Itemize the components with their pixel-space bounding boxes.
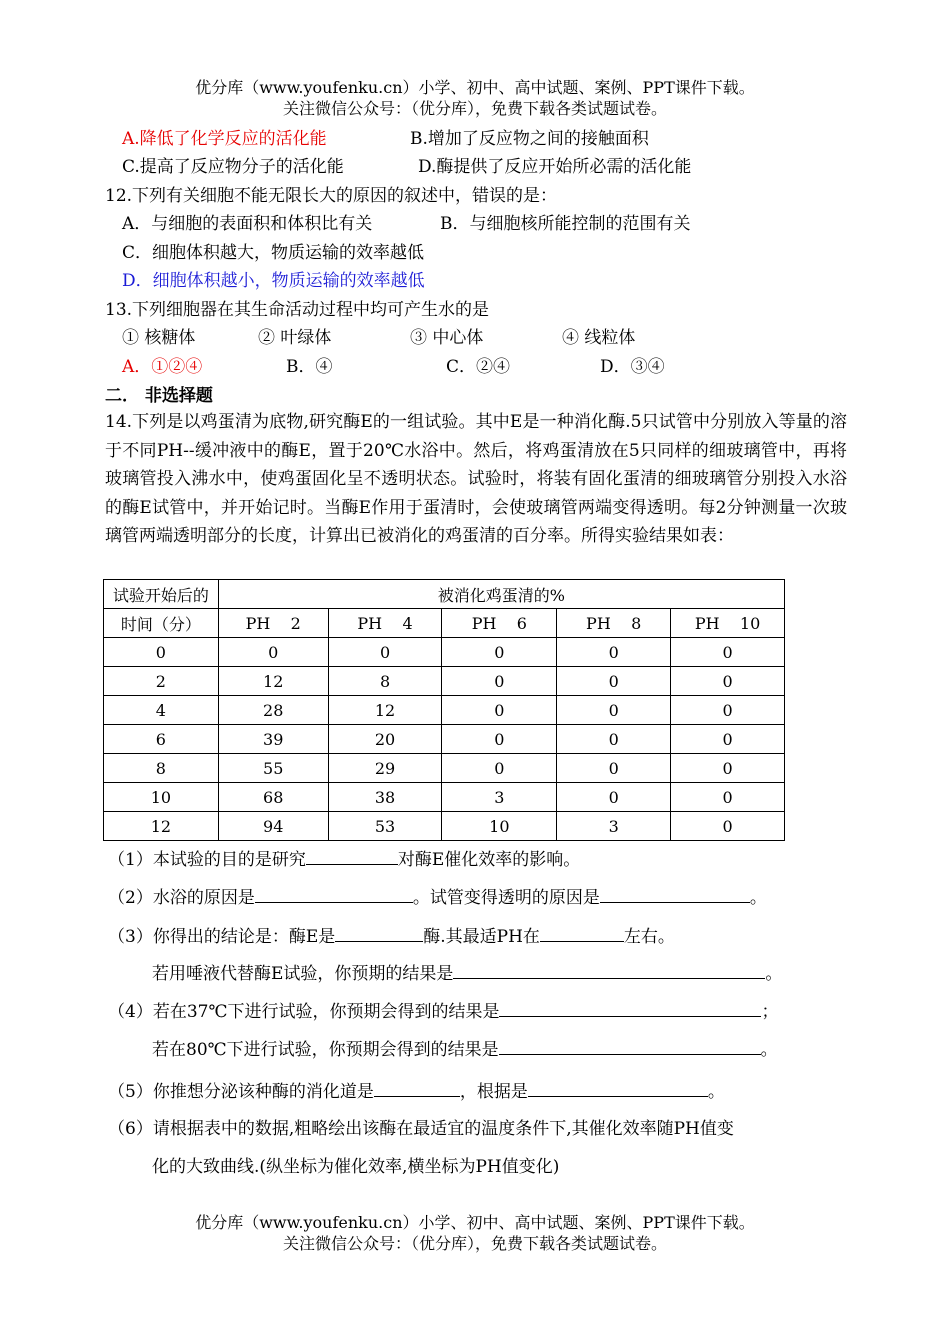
table-cell: 55 bbox=[218, 754, 328, 783]
table-cell: 0 bbox=[557, 754, 671, 783]
ph-header: PH 4 bbox=[328, 609, 442, 638]
table-cell: 38 bbox=[328, 783, 442, 812]
table-row bbox=[104, 812, 785, 841]
table-row bbox=[104, 754, 785, 783]
table-cell: 0 bbox=[218, 638, 328, 667]
subq-3-text-c: 左右。 bbox=[623, 927, 675, 947]
table-cell: 12 bbox=[104, 812, 219, 841]
ph-header: PH 10 bbox=[671, 609, 785, 638]
q12-option-c: C．细胞体积越大，物质运输的效率越低 bbox=[122, 243, 425, 263]
q13-item-1: ① 核糖体 bbox=[122, 328, 196, 348]
subq-2 bbox=[108, 886, 767, 909]
table-cell: 28 bbox=[218, 696, 328, 725]
subq-3-saliva bbox=[152, 962, 782, 985]
subq-1-text-b: 对酶E催化效率的影响。 bbox=[397, 850, 581, 870]
footer-line-2: 关注微信公众号：（优分库），免费下载各类试题试卷。 bbox=[282, 1234, 667, 1253]
subq-3 bbox=[108, 925, 675, 948]
answer-blank bbox=[499, 1038, 761, 1055]
table-cell: 0 bbox=[442, 638, 557, 667]
table-cell: 12 bbox=[328, 696, 442, 725]
header-line-2: 关注微信公众号：（优分库），免费下载各类试题试卷。 bbox=[282, 99, 667, 118]
q12-stem: 12.下列有关细胞不能无限长大的原因的叙述中，错误的是： bbox=[105, 186, 558, 206]
q11-option-d: D.酶提供了反应开始所必需的活化能 bbox=[418, 157, 692, 177]
subq-4-80c bbox=[152, 1038, 778, 1061]
results-table bbox=[103, 579, 785, 841]
ph-header: PH 6 bbox=[442, 609, 557, 638]
table-cell: 20 bbox=[328, 725, 442, 754]
ph-header: PH 8 bbox=[557, 609, 671, 638]
subq-5-text-b: ，根据是 bbox=[459, 1082, 528, 1102]
q13-item-2: ② 叶绿体 bbox=[258, 328, 332, 348]
table-cell: 4 bbox=[104, 696, 219, 725]
footer-line-1: 优分库（www.youfenku.cn）小学、初中、高中试题、案例、PPT课件下载。 bbox=[195, 1213, 755, 1232]
table-subheader-row bbox=[104, 609, 785, 638]
table-cell: 6 bbox=[104, 725, 219, 754]
table-row bbox=[104, 725, 785, 754]
q11-option-b: B.增加了反应物之间的接触面积 bbox=[410, 129, 649, 149]
table-cell: 0 bbox=[671, 667, 785, 696]
subq-4-text-b: ； bbox=[761, 1002, 779, 1022]
ph-header: PH 2 bbox=[218, 609, 328, 638]
table-cell: 39 bbox=[218, 725, 328, 754]
table-cell: 2 bbox=[104, 667, 219, 696]
answer-blank bbox=[600, 886, 750, 903]
q13-option-a: A．①②④ bbox=[122, 357, 203, 377]
group-header: 被消化鸡蛋清的% bbox=[218, 580, 784, 609]
answer-blank bbox=[528, 1080, 708, 1097]
table-row bbox=[104, 667, 785, 696]
subq-5-text-a: （5）你推想分泌该种酶的消化道是 bbox=[108, 1082, 374, 1102]
q11-option-c: C.提高了反应物分子的活化能 bbox=[122, 157, 344, 177]
q12-option-b: B．与细胞核所能控制的范围有关 bbox=[440, 214, 691, 234]
q12-option-d: D．细胞体积越小，物质运输的效率越低 bbox=[122, 271, 425, 291]
table-cell: 0 bbox=[557, 667, 671, 696]
answer-blank bbox=[374, 1080, 460, 1097]
subq-4 bbox=[108, 1000, 778, 1023]
q11-option-a: A.降低了化学反应的活化能 bbox=[122, 129, 327, 149]
table-cell: 0 bbox=[328, 638, 442, 667]
section-title: 二． 非选择题 bbox=[105, 386, 213, 406]
table-row bbox=[104, 783, 785, 812]
table-cell: 10 bbox=[442, 812, 557, 841]
table-cell: 0 bbox=[671, 638, 785, 667]
table-cell: 0 bbox=[671, 783, 785, 812]
table-cell: 0 bbox=[442, 696, 557, 725]
subq-2-text-b: 。试管变得透明的原因是 bbox=[412, 888, 600, 908]
subq-4-text-c: 若在80℃下进行试验，你预期会得到的结果是 bbox=[152, 1040, 499, 1060]
subq-3-text-d: 若用唾液代替酶E试验，你预期的结果是 bbox=[152, 964, 454, 984]
subq-3-text-a: （3）你得出的结论是：酶E是 bbox=[108, 927, 336, 947]
table-cell: 0 bbox=[671, 812, 785, 841]
table-cell: 0 bbox=[442, 667, 557, 696]
table-cell: 3 bbox=[557, 812, 671, 841]
table-cell: 0 bbox=[557, 696, 671, 725]
table-cell: 0 bbox=[671, 754, 785, 783]
table-row bbox=[104, 696, 785, 725]
q13-item-3: ③ 中心体 bbox=[410, 328, 484, 348]
table-cell: 94 bbox=[218, 812, 328, 841]
time-header-top: 试验开始后的 bbox=[104, 580, 219, 609]
table-cell: 0 bbox=[671, 696, 785, 725]
table-cell: 0 bbox=[442, 754, 557, 783]
time-header-bottom: 时间（分） bbox=[104, 609, 219, 638]
answer-blank bbox=[306, 848, 398, 865]
subq-3-text-e: 。 bbox=[765, 964, 783, 984]
q13-item-4: ④ 线粒体 bbox=[562, 328, 636, 348]
answer-blank bbox=[335, 925, 423, 942]
q13-stem: 13.下列细胞器在其生命活动过程中均可产生水的是 bbox=[105, 300, 490, 320]
header-line-1: 优分库（www.youfenku.cn）小学、初中、高中试题、案例、PPT课件下载。 bbox=[195, 78, 755, 97]
table-cell: 68 bbox=[218, 783, 328, 812]
answer-blank bbox=[255, 886, 413, 903]
subq-2-text-a: （2）水浴的原因是 bbox=[108, 888, 255, 908]
table-cell: 12 bbox=[218, 667, 328, 696]
table-cell: 29 bbox=[328, 754, 442, 783]
q14-paragraph: 14.下列是以鸡蛋清为底物,研究酶E的一组试验。其中E是一种消化酶.5只试管中分别放入等量的溶于不同PH--缓冲液中的酶E，置于20℃水浴中。然后，将鸡蛋清放在5只同样的细玻璃管中，再将玻璃管投入沸水中，使鸡蛋固化呈不透明状态。试验时，将装有固化蛋清的细玻璃管分别投入水浴的酶E试管中，并开始记时。当酶E作用于蛋清时，会使玻璃管两端变得透明。每2分钟测量一次玻璃管两端透明部分的长度，计算出已被消化的鸡蛋清的百分率。所得实验结果如表： bbox=[105, 412, 847, 546]
q13-option-b: B．④ bbox=[286, 357, 333, 377]
table-cell: 0 bbox=[104, 638, 219, 667]
subq-5 bbox=[108, 1080, 725, 1103]
subq-6: （6）请根据表中的数据,粗略绘出该酶在最适宜的温度条件下,其催化效率随PH值变 bbox=[108, 1119, 734, 1139]
table-cell: 10 bbox=[104, 783, 219, 812]
table-cell: 3 bbox=[442, 783, 557, 812]
answer-blank bbox=[453, 962, 765, 979]
q13-option-d: D．③④ bbox=[600, 357, 665, 377]
table-cell: 8 bbox=[328, 667, 442, 696]
table-cell: 8 bbox=[104, 754, 219, 783]
table-cell: 0 bbox=[557, 725, 671, 754]
q13-option-c: C．②④ bbox=[446, 357, 511, 377]
answer-blank bbox=[499, 1000, 761, 1017]
subq-1 bbox=[108, 848, 580, 871]
subq-2-text-c: 。 bbox=[749, 888, 767, 908]
q12-option-a: A．与细胞的表面积和体积比有关 bbox=[122, 214, 373, 234]
subq-4-text-a: （4）若在37℃下进行试验，你预期会得到的结果是 bbox=[108, 1002, 500, 1022]
table-row bbox=[104, 638, 785, 667]
table-cell: 0 bbox=[557, 638, 671, 667]
subq-3-text-b: 酶.其最适PH在 bbox=[423, 927, 540, 947]
table-header-row bbox=[104, 580, 785, 609]
subq-1-text-a: （1）本试验的目的是研究 bbox=[108, 850, 306, 870]
subq-4-text-d: 。 bbox=[760, 1040, 778, 1060]
subq-5-text-c: 。 bbox=[707, 1082, 725, 1102]
table-cell: 0 bbox=[671, 725, 785, 754]
answer-blank bbox=[540, 925, 624, 942]
table-cell: 0 bbox=[557, 783, 671, 812]
subq-6-continued: 化的大致曲线.(纵坐标为催化效率,横坐标为PH值变化) bbox=[152, 1157, 560, 1177]
table-cell: 53 bbox=[328, 812, 442, 841]
table-cell: 0 bbox=[442, 725, 557, 754]
